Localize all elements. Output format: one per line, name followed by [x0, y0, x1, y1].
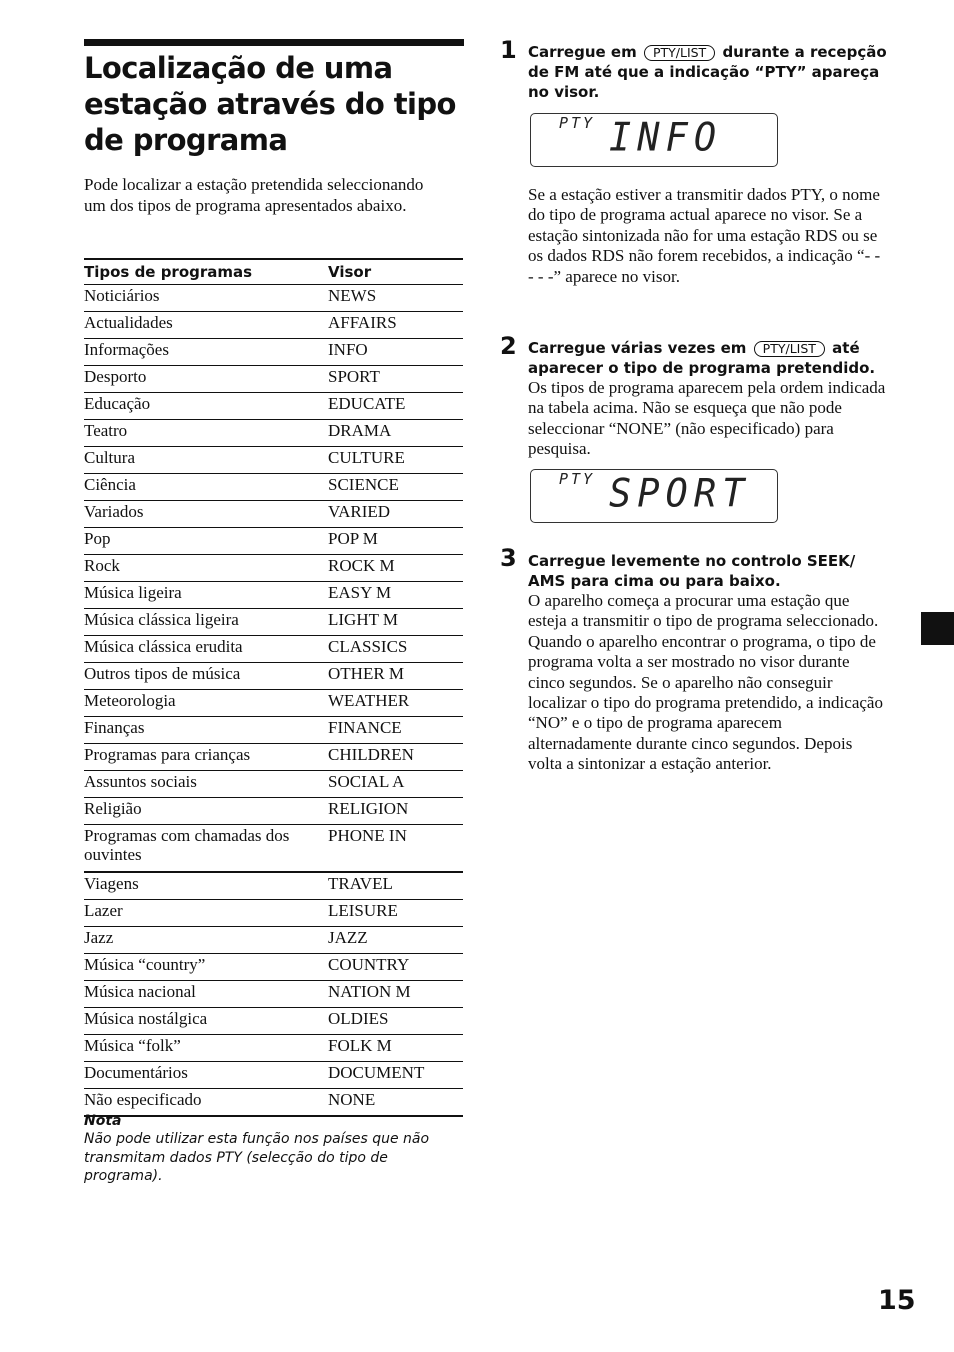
display-code-cell: NONE [328, 1090, 376, 1109]
display-code-cell: POP M [328, 529, 378, 548]
table-row [84, 393, 463, 420]
program-type-cell: Outros tipos de música [84, 664, 241, 683]
program-type-cell: Pop [84, 529, 111, 548]
program-type-cell: Música “country” [84, 955, 206, 974]
table-row [84, 744, 463, 771]
display-code-cell: COUNTRY [328, 955, 410, 974]
display-panel-sport [530, 469, 778, 523]
step-1-body: Se a estação estiver a transmitir dados PTY, o nome do tipo de programa actual aparece no visor. Se a estação sintonizada não for uma estação RDS ou se os dados RDS não forem recebidos, a indicação “- - - - -” aparece no visor. [528, 185, 881, 286]
display-code-cell: LIGHT M [328, 610, 399, 629]
table-row [84, 312, 463, 339]
display-code-cell: NEWS [328, 286, 377, 305]
step-1-heading-start: Carregue em [528, 43, 637, 61]
table-row [84, 528, 463, 555]
program-type-cell: Programas para crianças [84, 745, 251, 764]
table-row [84, 501, 463, 528]
display-code-cell: CULTURE [328, 448, 405, 467]
table-row [84, 690, 463, 717]
table-body [84, 285, 463, 1117]
display-code-cell: EASY M [328, 583, 392, 602]
table-row [84, 872, 463, 900]
intro-paragraph: Pode localizar a estação pretendida seleccionando um dos tipos de programa apresentados abaixo. [84, 175, 424, 215]
page-number: 15 [878, 1285, 916, 1316]
program-type-cell: Jazz [84, 928, 114, 947]
table-row [84, 339, 463, 366]
display-code-cell: AFFAIRS [328, 313, 397, 332]
display-code-cell: EDUCATE [328, 394, 406, 413]
step-1-heading-end: durante a recepção de FM até que a indicação “PTY” apareça no visor. [528, 43, 887, 101]
program-type-cell: Meteorologia [84, 691, 176, 710]
step-3-heading: Carregue levemente no controlo SEEK/ AMS para cima ou para baixo. [528, 552, 856, 590]
display-code-cell: INFO [328, 340, 368, 359]
program-type-cell: Informações [84, 340, 169, 359]
display-code-cell: SPORT [328, 367, 380, 386]
table-header-row [84, 259, 463, 285]
display-code-cell: LEISURE [328, 901, 398, 920]
section-tab-marker [921, 612, 954, 645]
step-2-heading-end: até aparecer o tipo de programa pretendido. [528, 339, 876, 377]
note [84, 1112, 454, 1186]
display-pty-indicator: PTY [559, 470, 596, 488]
program-type-cell: Finanças [84, 718, 145, 737]
display-code-cell: NATION M [328, 982, 411, 1001]
display-code-cell: FINANCE [328, 718, 402, 737]
program-type-cell: Variados [84, 502, 144, 521]
step-2-body: Os tipos de programa aparecem pela ordem indicada na tabela acima. Não se esqueça que não pode seleccionar “NONE” (não especificado) para pesquisa. [528, 378, 886, 459]
pty-list-key: PTY/LIST [644, 45, 715, 61]
display-panel-info [530, 113, 778, 167]
note-label: Nota [84, 1113, 122, 1129]
program-type-cell: Música nostálgica [84, 1009, 208, 1028]
program-type-cell: Teatro [84, 421, 128, 440]
table-row [84, 825, 463, 873]
table-row [84, 636, 463, 663]
table-row [84, 420, 463, 447]
display-code-cell: CLASSICS [328, 637, 408, 656]
program-type-cell: Ciência [84, 475, 136, 494]
pty-list-key: PTY/LIST [754, 341, 825, 357]
program-type-table [84, 258, 463, 1117]
display-code-cell: DRAMA [328, 421, 392, 440]
display-text: INFO [609, 114, 723, 161]
program-type-cell: Não especificado [84, 1090, 202, 1109]
display-pty-indicator: PTY [559, 114, 596, 132]
display-code-cell: JAZZ [328, 928, 368, 947]
page-title: Localização de uma estação através do tipo de programa [84, 51, 456, 157]
step-2-heading [528, 338, 888, 378]
display-code-cell: CHILDREN [328, 745, 414, 764]
program-type-cell: Lazer [84, 901, 123, 920]
program-type-cell: Assuntos sociais [84, 772, 197, 791]
display-code-cell: RELIGION [328, 799, 409, 818]
program-type-cell: Música nacional [84, 982, 196, 1001]
display-code-cell: OTHER M [328, 664, 405, 683]
table-row [84, 717, 463, 744]
table-row [84, 582, 463, 609]
display-code-cell: SOCIAL A [328, 772, 405, 791]
display-code-cell: WEATHER [328, 691, 410, 710]
table-row [84, 609, 463, 636]
display-code-cell: SCIENCE [328, 475, 399, 494]
display-code-cell: DOCUMENT [328, 1063, 425, 1082]
table-row [84, 954, 463, 981]
display-code-cell: VARIED [328, 502, 391, 521]
program-type-cell: Rock [84, 556, 120, 575]
table-row [84, 798, 463, 825]
program-type-cell: Música clássica erudita [84, 637, 243, 656]
table-row [84, 1062, 463, 1089]
title-rule [84, 39, 464, 46]
program-type-cell: Actualidades [84, 313, 173, 332]
table-row [84, 555, 463, 582]
header-display: Visor [328, 263, 372, 281]
table-row [84, 366, 463, 393]
table-row [84, 447, 463, 474]
display-code-cell: OLDIES [328, 1009, 389, 1028]
program-type-cell: Documentários [84, 1063, 188, 1082]
note-text: Não pode utilizar esta função nos países que não transmitam dados PTY (selecção do tipo de programa). [84, 1131, 430, 1185]
display-code-cell: ROCK M [328, 556, 395, 575]
program-type-cell: Cultura [84, 448, 135, 467]
program-type-cell: Música ligeira [84, 583, 182, 602]
table-row [84, 771, 463, 798]
table-row [84, 900, 463, 927]
program-type-cell: Programas com chamadas dos ouvintes [84, 826, 290, 864]
table-row [84, 981, 463, 1008]
table-row [84, 927, 463, 954]
display-code-cell: FOLK M [328, 1036, 392, 1055]
table-row [84, 663, 463, 690]
display-code-cell: TRAVEL [328, 874, 393, 893]
step-2-heading-start: Carregue várias vezes em [528, 339, 747, 357]
program-type-cell: Música “folk” [84, 1036, 181, 1055]
step-3-body: O aparelho começa a procurar uma estação que esteja a transmitir o tipo de programa seleccionado. Quando o aparelho encontrar o programa, o tipo de programa volta a ser mostrado no visor durante cinco segundos. Se o aparelho não conseguir localizar o tipo do programa pretendido, a indicação “NO” e o tipo de programa aparecem alternadamente durante cinco segundos. Depois volta a sintonizar a estação anterior. [528, 591, 883, 774]
program-type-cell: Noticiários [84, 286, 160, 305]
step-3-number: 3 [500, 544, 517, 572]
program-type-cell: Viagens [84, 874, 139, 893]
header-program-types: Tipos de programas [84, 263, 253, 281]
display-code-cell: PHONE IN [328, 826, 407, 845]
program-type-cell: Desporto [84, 367, 147, 386]
table-row [84, 285, 463, 312]
step-1-number: 1 [500, 36, 517, 64]
display-text: SPORT [609, 470, 751, 517]
table-row [84, 474, 463, 501]
table-row [84, 1035, 463, 1062]
step-1-heading [528, 42, 888, 102]
program-type-cell: Música clássica ligeira [84, 610, 239, 629]
program-type-cell: Educação [84, 394, 151, 413]
step-2-number: 2 [500, 332, 517, 360]
program-type-cell: Religião [84, 799, 142, 818]
table-row [84, 1008, 463, 1035]
